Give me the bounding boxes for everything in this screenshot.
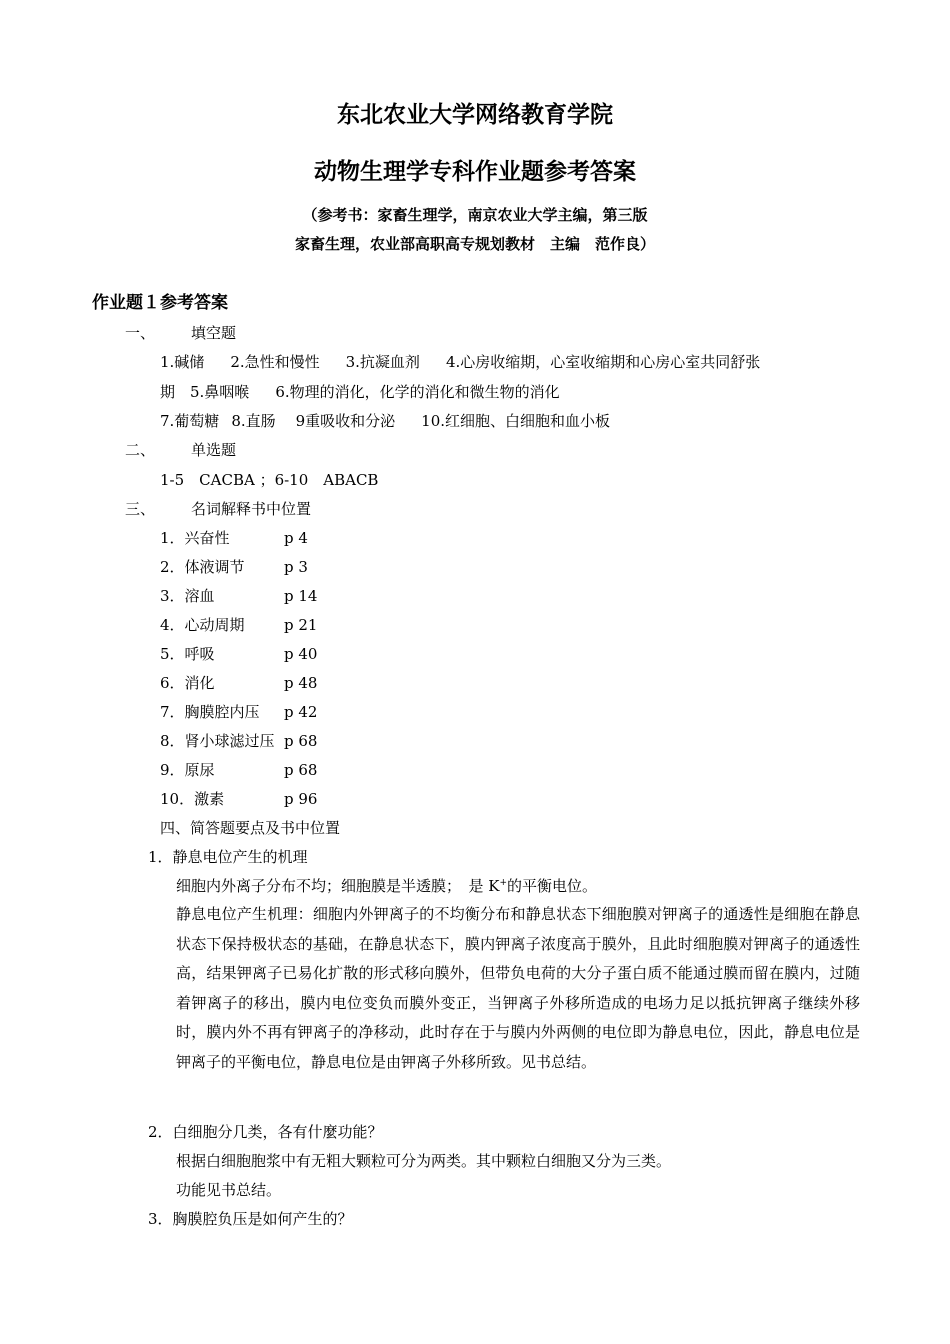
term-number: 5． [160, 645, 185, 663]
term-page: p 21 [284, 616, 318, 634]
superscript: + [499, 878, 508, 888]
answer: 2.急性和慢性 [230, 353, 320, 371]
question-1-body: 静息电位产生机理：细胞内外钾离子的不均衡分布和静息状态下细胞膜对钾离子的通透性是细胞在静息状态下保持极状态的基础，在静息状态下，膜内钾离子浓度高于膜外，且此时细胞膜对钾离子的通透性高，结果钾离子已易化扩散的形式移向膜外，但带负电荷的大分子蛋白质不能通过膜而留在膜内，过随着钾离子的移出，膜内电位变负而膜外变正，当钾离子外移所造成的电场力足以抵抗钾离子继续外移时，膜内外不再有钾离子的净移动，此时存在于与膜内外两侧的电位即为静息电位，因此，静息电位是钾离子的平衡电位，静息电位是由钾离子外移所致。见书总结。 [176, 905, 860, 1071]
term-name: 肾小球滤过压 [184, 732, 275, 750]
answer: 6.物理的消化，化学的消化和微生物的消化 [275, 383, 560, 401]
term-row [160, 526, 308, 550]
term-row [160, 671, 317, 695]
section-title: 单选题 [191, 441, 237, 459]
term-row [160, 758, 317, 782]
section-number: 三、 [125, 500, 156, 518]
term-number: 1． [160, 529, 185, 547]
term-page: p 68 [284, 732, 318, 750]
fill-in-line-3 [160, 409, 636, 433]
term-row [160, 613, 317, 637]
section-2-heading [125, 438, 236, 462]
term-page: p 4 [284, 529, 308, 547]
term-name: 兴奋性 [184, 529, 230, 547]
answer: 1.碱储 [160, 353, 205, 371]
fill-in-line-1 [160, 350, 760, 374]
term-number: 10． [160, 790, 195, 808]
answer: 4.心房收缩期，心室收缩期和心房心室共同舒张 [445, 353, 761, 371]
term-number: 7． [160, 703, 185, 721]
section-4-heading: 四、简答题要点及书中位置 [160, 819, 341, 837]
term-row [160, 700, 317, 724]
term-name: 胸膜腔内压 [184, 703, 260, 721]
section-title: 填空题 [191, 324, 237, 342]
single-choice-answers: 1-5 CACBA ；6-10 ABACB [160, 471, 379, 489]
page-title: 东北农业大学网络教育学院 [337, 102, 613, 128]
section-number: 二、 [125, 441, 156, 459]
term-number: 2． [160, 558, 185, 576]
answer: 10.红细胞、白细胞和血小板 [421, 412, 611, 430]
question-1-title: 1．静息电位产生的机理 [148, 848, 308, 866]
fill-in-line-2 [160, 380, 586, 404]
reference-line-1: （参考书：家畜生理学，南京农业大学主编，第三版 [302, 206, 648, 224]
term-page: p 40 [284, 645, 318, 663]
term-number: 4． [160, 616, 185, 634]
term-name: 呼吸 [184, 645, 215, 663]
answer: 3.抗凝血剂 [345, 353, 420, 371]
term-row [160, 584, 317, 608]
term-page: p 48 [284, 674, 318, 692]
question-3-title: 3．胸膜腔负压是如何产生的？ [148, 1210, 353, 1228]
question-1-summary [176, 874, 597, 898]
answer: 9重吸收和分泌 [295, 412, 396, 430]
term-page: p 96 [284, 790, 318, 808]
term-name: 激素 [194, 790, 225, 808]
term-number: 9． [160, 761, 185, 779]
answer: 7.葡萄糖 [160, 412, 220, 430]
term-number: 3． [160, 587, 185, 605]
section-1-heading [125, 321, 236, 345]
term-page: p 14 [284, 587, 318, 605]
section-title: 名词解释书中位置 [191, 500, 312, 518]
term-page: p 3 [284, 558, 308, 576]
summary-text: 细胞内外离子分布不均；细胞膜是半透膜； 是 K [176, 877, 500, 895]
section-3-heading [125, 497, 311, 521]
term-page: p 42 [284, 703, 318, 721]
answer: 8.直肠 [231, 412, 276, 430]
reference-line-2: 家畜生理，农业部高职高专规划教材 主编 范作良） [294, 235, 655, 253]
term-name: 原尿 [184, 761, 215, 779]
section-number: 一、 [125, 324, 156, 342]
term-name: 体液调节 [184, 558, 245, 576]
term-number: 6． [160, 674, 185, 692]
term-row [160, 555, 308, 579]
term-row [160, 787, 317, 811]
page-subtitle: 动物生理学专科作业题参考答案 [314, 159, 636, 185]
answer: 期 5.鼻咽喉 [160, 383, 250, 401]
homework-heading: 作业题１参考答案 [92, 293, 228, 313]
question-2-title: 2．白细胞分几类，各有什麼功能？ [148, 1123, 383, 1141]
question-2-line-1: 根据白细胞胞浆中有无粗大颗粒可分为两类。其中颗粒白细胞又分为三类。 [176, 1152, 672, 1170]
term-row [160, 729, 317, 753]
term-name: 消化 [184, 674, 215, 692]
term-page: p 68 [284, 761, 318, 779]
term-row [160, 642, 317, 666]
term-name: 心动周期 [184, 616, 245, 634]
term-number: 8． [160, 732, 185, 750]
summary-text: 的平衡电位。 [507, 877, 598, 895]
question-2-line-2: 功能见书总结。 [176, 1181, 282, 1199]
term-name: 溶血 [184, 587, 215, 605]
